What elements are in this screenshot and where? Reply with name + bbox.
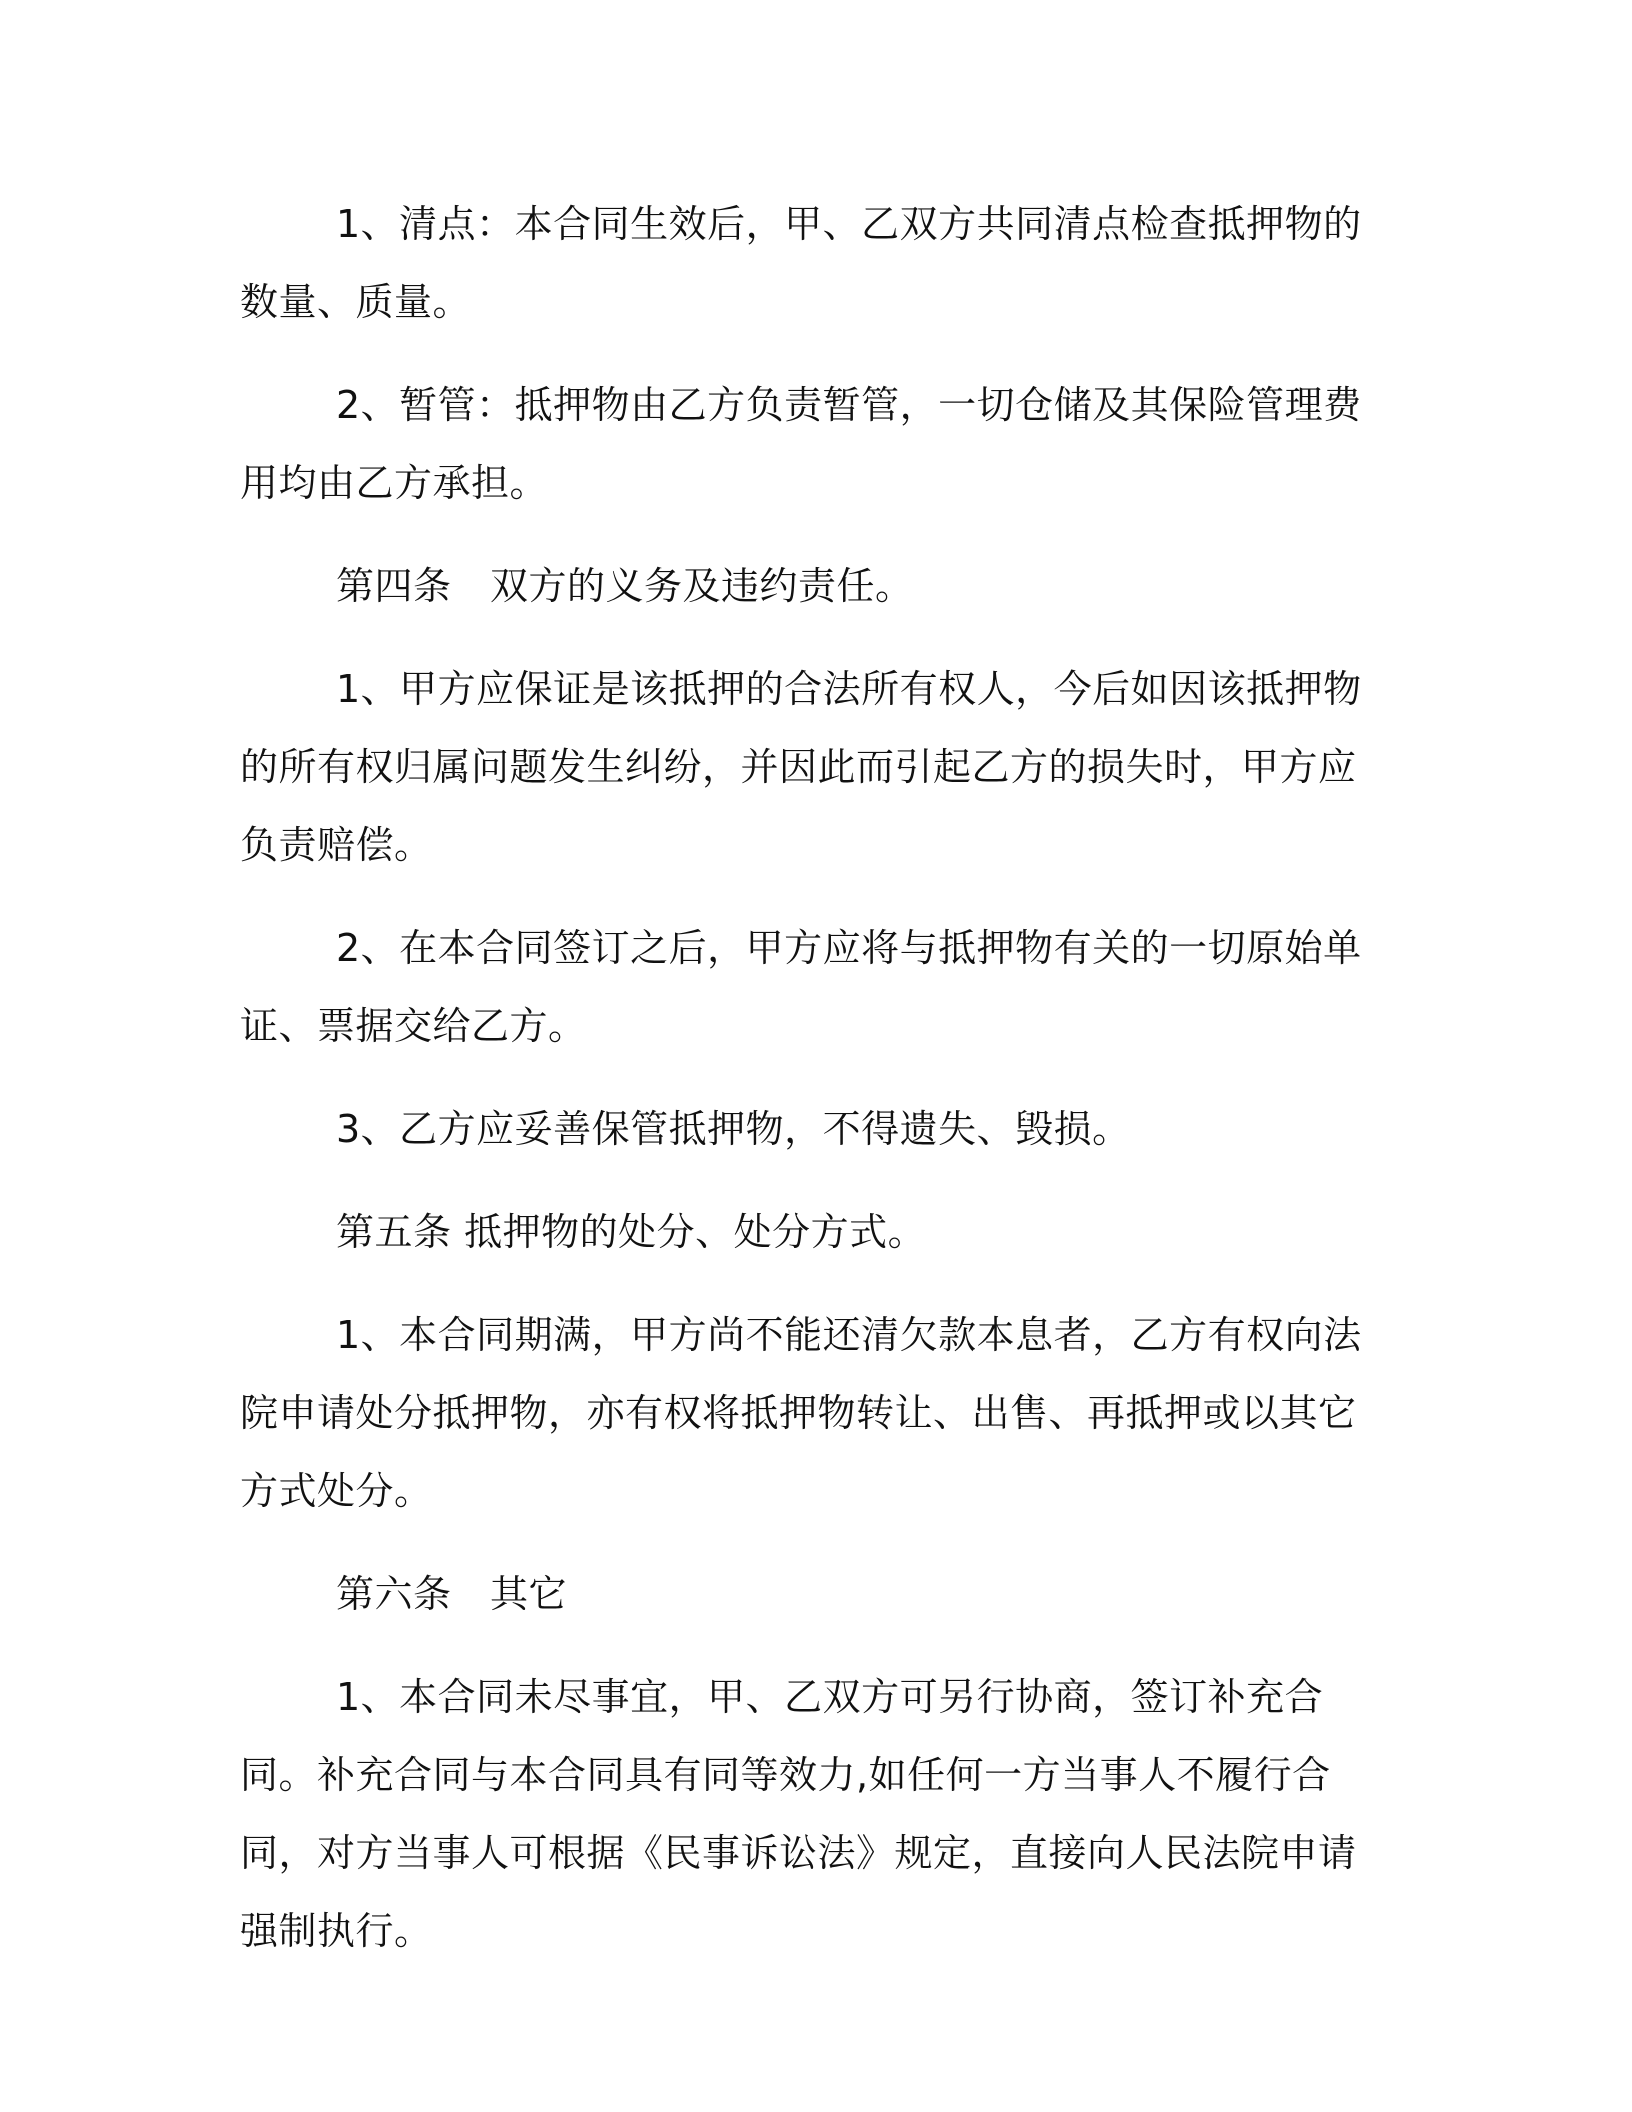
- clause-3-item-2-custody: 2、暂管：抵押物由乙方负责暂管，一切仓储及其保险管理费用均由乙方承担。: [240, 383, 1362, 505]
- article-4-heading: 第四条 双方的义务及违约责任。: [336, 564, 914, 608]
- article-4-item-2: 2、在本合同签订之后，甲方应将与抵押物有关的一切原始单证、票据交给乙方。: [240, 926, 1362, 1048]
- article-6-heading: 第六条 其它: [336, 1572, 568, 1616]
- clause-3-item-1-inventory: 1、清点：本合同生效后，甲、乙双方共同清点检查抵押物的数量、质量。: [240, 202, 1362, 324]
- article-5-heading: 第五条 抵押物的处分、处分方式。: [336, 1210, 927, 1254]
- document-body: [240, 185, 1390, 1995]
- article-4-item-3: 3、乙方应妥善保管抵押物，不得遗失、毁损。: [336, 1107, 1131, 1151]
- article-6-item-1: 1、本合同未尽事宜，甲、乙双方可另行协商，签订补充合同。补充合同与本合同具有同等效力,如任何一方当事人不履行合同，对方当事人可根据《民事诉讼法》规定，直接向人民法院申请强制执行。: [240, 1675, 1357, 1953]
- article-4-item-1: 1、甲方应保证是该抵押的合法所有权人，今后如因该抵押物的所有权归属问题发生纠纷，并因此而引起乙方的损失时，甲方应负责赔偿。: [240, 667, 1362, 867]
- article-5-item-1: 1、本合同期满，甲方尚不能还清欠款本息者，乙方有权向法院申请处分抵押物，亦有权将抵押物转让、出售、再抵押或以其它方式处分。: [240, 1313, 1362, 1513]
